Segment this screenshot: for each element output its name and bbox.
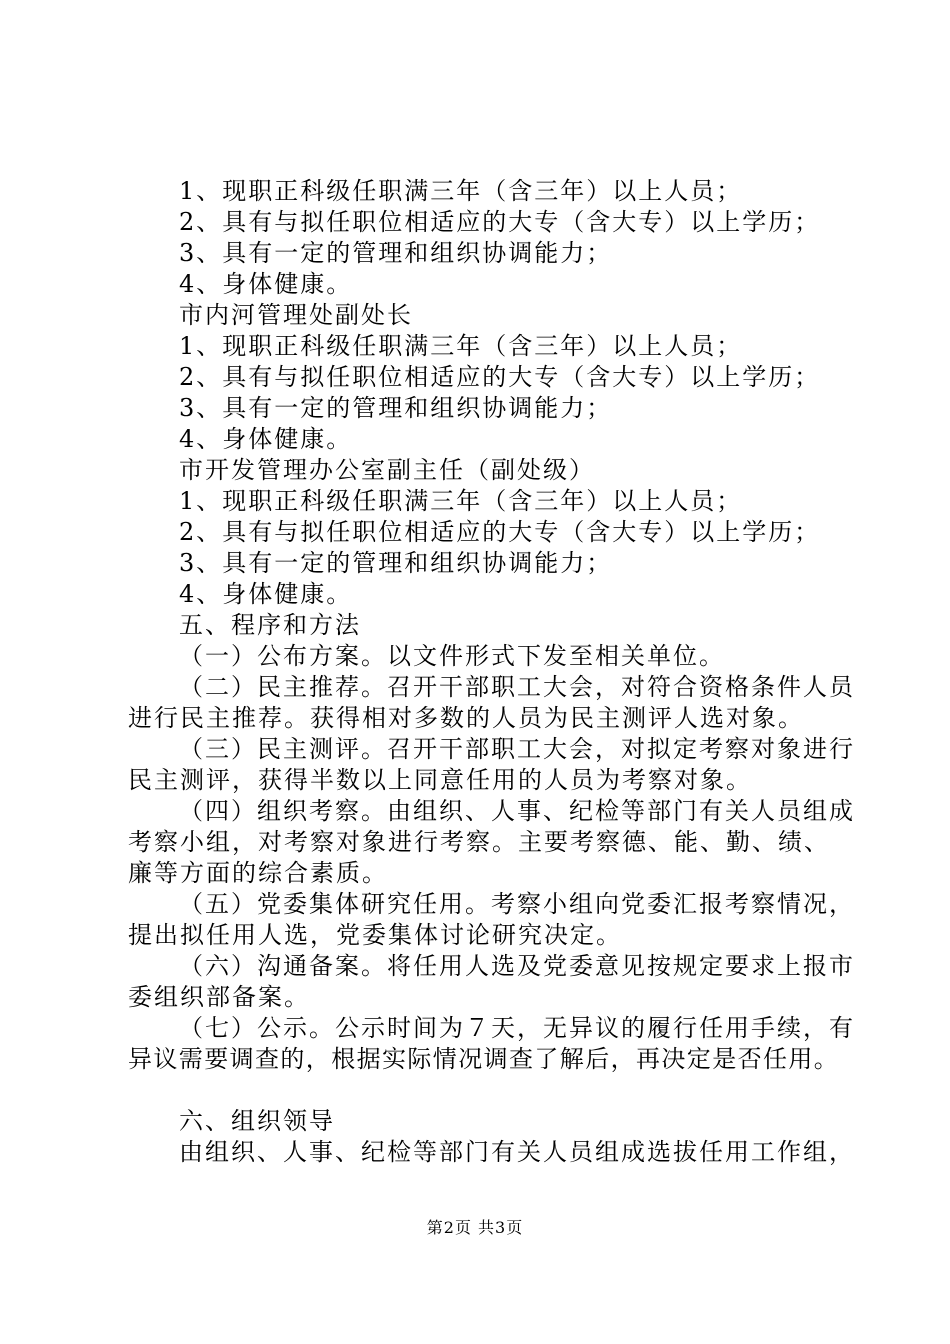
text-line: 考察小组，对考察对象进行考察。主要考察德、能、勤、绩、 (128, 828, 830, 856)
text-line: 廉等方面的综合素质。 (128, 859, 388, 887)
section-subheading: 市内河管理处副处长 (179, 301, 413, 329)
text-line: 4、身体健康。 (179, 270, 353, 298)
text-line: （一）公布方案。以文件形式下发至相关单位。 (179, 642, 725, 670)
section-heading: 五、程序和方法 (179, 611, 361, 639)
blank-line (128, 1075, 838, 1106)
text-line: 民主测评，获得半数以上同意任用的人员为考察对象。 (128, 766, 752, 794)
text-line: （四）组织考察。由组织、人事、纪检等部门有关人员组成 (179, 797, 855, 825)
text-line: （二）民主推荐。召开干部职工大会，对符合资格条件人员 (179, 673, 855, 701)
text-line: （三）民主测评。召开干部职工大会，对拟定考察对象进行 (179, 735, 855, 763)
text-line: 进行民主推荐。获得相对多数的人员为民主测评人选对象。 (128, 704, 804, 732)
text-line: 提出拟任用人选，党委集体讨论研究决定。 (128, 921, 622, 949)
section-heading: 六、组织领导 (179, 1107, 335, 1135)
text-line: 2、具有与拟任职位相适应的大专（含大专）以上学历； (179, 208, 821, 236)
text-line: 1、现职正科级任职满三年（含三年）以上人员； (179, 487, 743, 515)
page-footer: 第2页 共3页 (426, 1218, 524, 1237)
text-line: 4、身体健康。 (179, 580, 353, 608)
text-line: 1、现职正科级任职满三年（含三年）以上人员； (179, 332, 743, 360)
text-line: （七）公示。公示时间为７天，无异议的履行任用手续，有 (179, 1014, 855, 1042)
text-line: 3、具有一定的管理和组织协调能力； (179, 394, 613, 422)
text-line: （五）党委集体研究任用。考察小组向党委汇报考察情况， (179, 890, 855, 918)
document-body (128, 176, 855, 1168)
text-line: 由组织、人事、纪检等部门有关人员组成选拔任用工作组， (179, 1138, 855, 1166)
text-line: 委组织部备案。 (128, 983, 310, 1011)
section-subheading: 市开发管理办公室副主任（副处级） (179, 456, 595, 484)
text-line: 3、具有一定的管理和组织协调能力； (179, 549, 613, 577)
text-line: 4、身体健康。 (179, 425, 353, 453)
text-line: 2、具有与拟任职位相适应的大专（含大专）以上学历； (179, 518, 821, 546)
text-line: （六）沟通备案。将任用人选及党委意见按规定要求上报市 (179, 952, 855, 980)
text-line: 异议需要调查的，根据实际情况调查了解后，再决定是否任用。 (128, 1045, 840, 1073)
text-line: 1、现职正科级任职满三年（含三年）以上人员； (179, 177, 743, 205)
text-line: 2、具有与拟任职位相适应的大专（含大专）以上学历； (179, 363, 821, 391)
text-line: 3、具有一定的管理和组织协调能力； (179, 239, 613, 267)
